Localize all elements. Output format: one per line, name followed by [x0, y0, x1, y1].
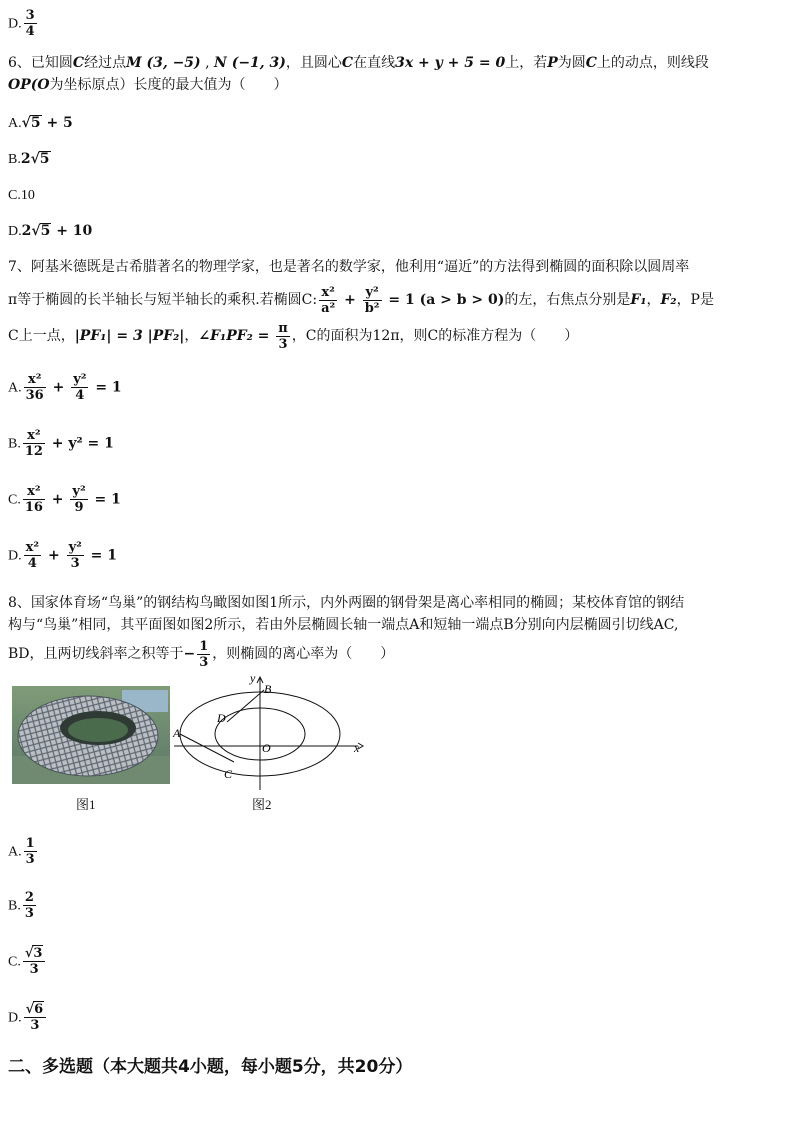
label-o: O: [262, 741, 271, 755]
figure-2-ellipse-diagram: [172, 672, 368, 792]
q8-option-a: A. $\frac{1}{3}$: [8, 836, 35, 867]
q7-stem-line1: 7、阿基米德既是古希腊著名的物理学家，也是著名的数学家，他利用“逼近”的方法得到椭圆的面积除以圆周率: [8, 259, 690, 275]
q7-option-a: A. $\frac{\text{x²}}{36}$ + $\frac{\text{y²}}{4}$ = 1: [8, 372, 122, 403]
figure-1-caption: 图1: [76, 797, 96, 812]
q6-option-a: A.√5 + 5: [8, 115, 73, 131]
q6-option-d: D.2√5 + 10: [8, 223, 93, 239]
q7-option-b: B. $\frac{\text{x²}}{12}$ + y² = 1: [8, 428, 114, 459]
tangent-ac: [180, 734, 234, 762]
figure-1-birds-nest-photo: [12, 686, 170, 784]
label-x: x: [354, 741, 360, 755]
label-y: y: [250, 672, 256, 685]
question-8: [8, 592, 786, 672]
figure-2-caption: 图2: [252, 797, 272, 812]
label-a: A: [173, 726, 181, 740]
q5-option-d: D. $\frac{3}{4}$: [8, 8, 35, 39]
q6-stem-line1: 6、已知圆C经过点M (3, −5) , N (−1, 3)，且圆心C在直线3x + y + 5 = 0上，若P为圆C上的动点，则线段: [8, 55, 709, 71]
q7-stem-line3: C上一点，|PF₁| = 3 |PF₂|，∠F₁PF₂ = $\frac{\pi}{3}$ ，C的面积为12π，则C的标准方程为（ ）: [8, 320, 579, 352]
label-c: C: [224, 767, 233, 781]
q6-option-c: C.10: [8, 188, 35, 203]
q8-stem-line3: BD，且两切线斜率之积等于− $\frac{1}{3}$ ，则椭圆的离心率为（ ）: [8, 638, 395, 670]
question-6: [8, 52, 786, 96]
label-b: B: [264, 682, 272, 696]
fraction: $\frac{3}{4}$: [25, 8, 35, 39]
q8-stem-line2: 构与“鸟巢”相同，其平面图如图2所示，若由外层椭圆长轴一端点A和短轴一端点B分别向内层椭圆引切线AC,: [8, 617, 679, 633]
label-d: D: [217, 711, 226, 725]
q6-option-b: B.2√5: [8, 151, 50, 167]
q6-stem-line2: OP(O为坐标原点）长度的最大值为（ ）: [8, 77, 288, 93]
q8-option-b: B. $\frac{2}{3}$: [8, 890, 34, 921]
q7-stem-line2: π等于椭圆的长半轴长与短半轴长的乘积.若椭圆C: $\frac{\text{x²}}{\text{a²}}$ + $\frac{\text{y²}}{\text{b²}}$ = 1 (a > b > 0)的左，右焦点分别是F₁，F₂，P是: [8, 284, 714, 316]
q7-option-c: C. $\frac{\text{x²}}{16}$ + $\frac{\text{y²}}{9}$ = 1: [8, 484, 121, 515]
q7-option-d: D. $\frac{\text{x²}}{4}$ + $\frac{\text{y²}}{3}$ = 1: [8, 540, 118, 571]
q8-option-c: C. $\frac{√3}{3}$: [8, 946, 786, 977]
question-7: [8, 256, 786, 354]
section-2-heading: 二、多选题（本大题共4小题，每小题5分，共20分）: [8, 1057, 413, 1077]
q8-option-d: D. $\frac{√6}{3}$: [8, 1002, 786, 1033]
q8-stem-line1: 8、国家体育场“鸟巢”的钢结构鸟瞰图如图1所示，内外两圈的钢骨架是离心率相同的椭圆；某校体育馆的钢结: [8, 595, 685, 611]
